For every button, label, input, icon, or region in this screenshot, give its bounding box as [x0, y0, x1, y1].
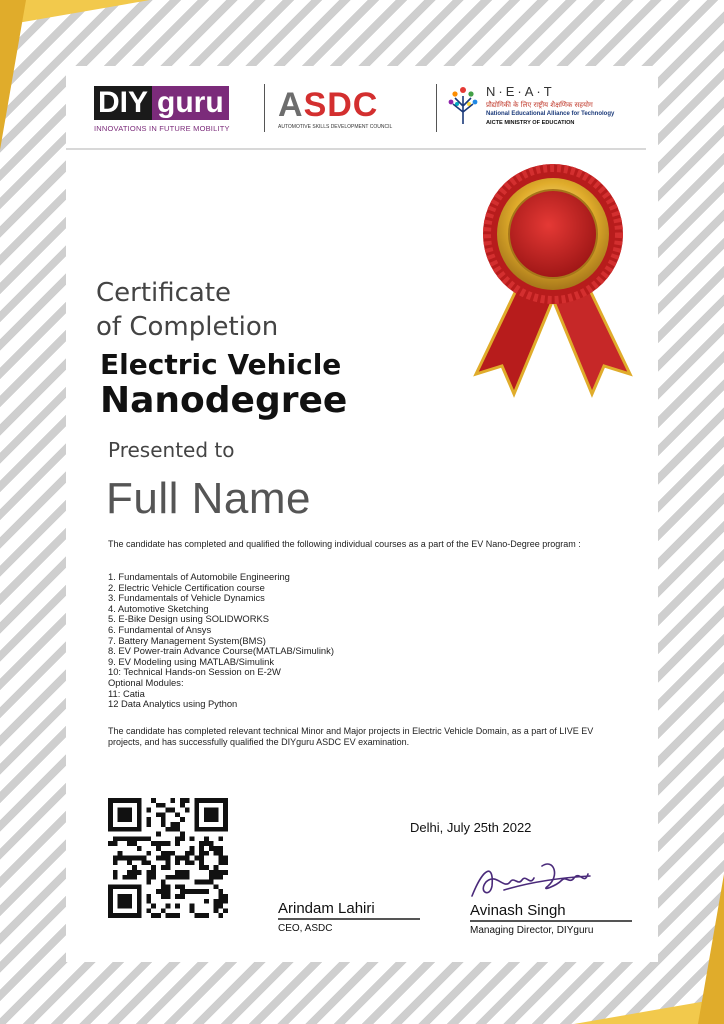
outro-paragraph: The candidate has completed relevant technical Minor and Major projects in Electric Vehicle Domain, as a part of LIVE EV projects, and has successfully qualified the DIYguru ASDC EV examination. [108, 726, 594, 747]
list-item: 10: Technical Hands-on Session on E-2W [108, 666, 281, 678]
program-name-line1: Electric Vehicle [100, 348, 342, 381]
qr-code[interactable] [108, 798, 228, 918]
certificate-sheet [66, 66, 658, 962]
neat-aicte-line: AICTE MINISTRY OF EDUCATION [486, 120, 575, 126]
list-item: 12 Data Analytics using Python [108, 698, 238, 710]
signatory-role: Managing Director, DIYguru [470, 925, 594, 936]
issue-date: Delhi, July 25th 2022 [410, 820, 532, 835]
diyguru-tagline: INNOVATIONS IN FUTURE MOBILITY [94, 124, 230, 133]
signatory-name: Avinash Singh [470, 902, 566, 919]
intro-paragraph: The candidate has completed and qualified the following individual courses as a part of the EV Nano-Degree program : [108, 539, 581, 549]
asdc-logo-sdc: SDC [303, 86, 379, 124]
certificate-title-line1: Certificate [96, 278, 232, 308]
certificate-title-line2: of Completion [96, 312, 279, 342]
signatory-lahiri [278, 900, 420, 934]
logo-separator [436, 84, 437, 132]
list-item: 9. EV Modeling using MATLAB/Simulink [108, 655, 275, 667]
gold-corner-top-left-side [0, 0, 26, 150]
neat-hindi-name: प्रौद्योगिकी के लिए राष्ट्रीय शैक्षणिक सहयोग [486, 101, 593, 109]
list-item: 1. Fundamentals of Automobile Engineering [108, 571, 290, 582]
signatory-name: Arindam Lahiri [278, 900, 375, 917]
program-name-line2: Nanodegree [100, 380, 348, 421]
list-item: 4. Automotive Sketching [108, 602, 209, 614]
list-item: 11: Catia [108, 687, 145, 699]
list-item: 7. Battery Management System(BMS) [108, 634, 266, 646]
asdc-logo [278, 88, 418, 130]
list-item: 6. Fundamental of Ansys [108, 623, 212, 635]
logo-separator [264, 84, 265, 132]
logo-header [66, 82, 658, 142]
certificate-title [96, 276, 278, 344]
asdc-logo-a: A [278, 86, 304, 124]
neat-tree-icon [446, 84, 480, 126]
signatory-role: CEO, ASDC [278, 923, 333, 934]
diyguru-logo [94, 86, 254, 133]
signatory-singh [470, 902, 632, 936]
presented-to-label: Presented to [108, 438, 235, 462]
gold-corner-bottom-right-side [698, 874, 724, 1024]
list-item: 8. EV Power-train Advance Course(MATLAB/Simulink) [108, 645, 334, 657]
header-divider [66, 148, 646, 150]
optional-modules-label: Optional Modules: [108, 676, 184, 688]
signature-image [464, 856, 594, 906]
neat-title: N·E·A·T [486, 84, 555, 99]
recipient-name: Full Name [106, 474, 311, 523]
asdc-tagline: AUTOMOTIVE SKILLS DEVELOPMENT COUNCIL [278, 124, 393, 130]
neat-english-name: National Educational Alliance for Technology [486, 111, 615, 117]
diyguru-logo-diy: DIY [94, 86, 152, 120]
course-list [108, 572, 608, 710]
signature-line [470, 920, 632, 922]
list-item: 2. Electric Vehicle Certification course [108, 581, 265, 593]
award-ribbon-icon [468, 162, 638, 398]
signature-line [278, 918, 420, 920]
list-item: 3. Fundamentals of Vehicle Dynamics [108, 592, 265, 604]
diyguru-logo-guru: guru [152, 86, 229, 120]
list-item: 5. E-Bike Design using SOLIDWORKS [108, 613, 269, 625]
